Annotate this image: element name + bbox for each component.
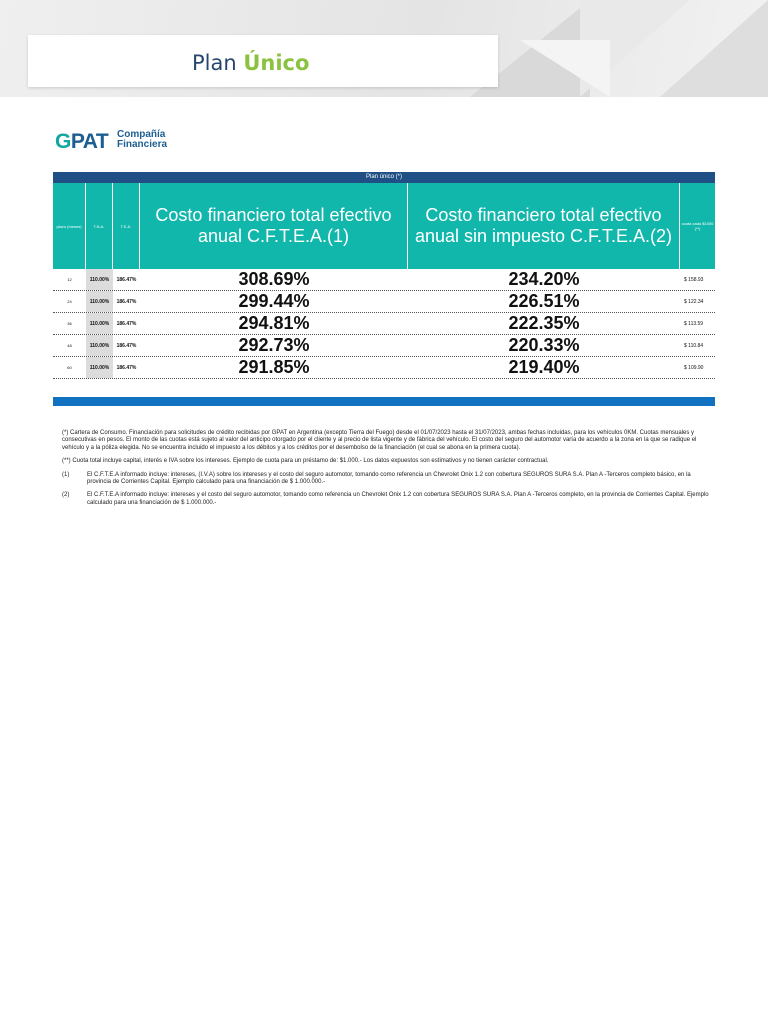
header-cftea: Costo financiero total efectivo anual C.F.T.E.A.(1) <box>140 183 408 269</box>
plan-label-bar: Plan único (*) <box>53 172 715 183</box>
decorative-facet <box>520 40 610 97</box>
cell-tea: 186.47% <box>116 342 137 349</box>
note-1-text: El C.F.T.E.A informado incluye: intereses, (I.V.A) sobre los intereses y el costo del seguro automotor, tomando como referencia un Chevrolet Onix 1.2 con cobertura SEGUROS SURA S.A. Plan A -Terceros completo básico, en la provincia de Corrientes Capital. Ejemplo calculado para una financiación de $ 1.000.000.- <box>87 471 691 486</box>
cell-cuota: $ 109.90 <box>684 364 704 371</box>
cell-tea: 186.47% <box>116 364 137 371</box>
header-tea: T.E.A. <box>113 183 140 269</box>
cell-cftea: 308.69% <box>238 269 310 289</box>
logo-sub-line1: Compañía <box>117 129 166 140</box>
header-tna: T.N.A. <box>86 183 113 269</box>
logo-sub-line2: Financiera <box>117 139 168 150</box>
cell-cftea-sin-impuesto: 220.33% <box>508 335 580 355</box>
cell-plazo: 24 <box>67 299 72 304</box>
cell-cftea-sin-impuesto: 234.20% <box>508 269 580 289</box>
table-row <box>53 313 715 335</box>
page-title <box>192 51 309 75</box>
cell-tna: 110.00% <box>86 313 113 334</box>
rates-table <box>53 172 715 406</box>
table-row <box>53 335 715 357</box>
cell-cuota: $ 113.59 <box>684 320 704 327</box>
cell-plazo: 36 <box>67 321 72 326</box>
cell-tea: 186.47% <box>116 320 137 327</box>
cell-plazo: 60 <box>67 365 72 370</box>
table-row <box>53 357 715 379</box>
note-2-number: (2) <box>62 492 70 499</box>
table-spacer <box>53 379 715 397</box>
cell-tna: 110.00% <box>86 335 113 356</box>
cell-cftea-sin-impuesto: 219.40% <box>508 357 580 377</box>
header-band <box>0 0 768 97</box>
note-1 <box>62 472 710 487</box>
cell-cuota: $ 158.93 <box>684 276 704 283</box>
table-row <box>53 291 715 313</box>
note-cartera-consumo: (*) Cartera de Consumo. Financiación para solicitudes de crédito recibidas por GPAT en Argentina (excepto Tierra del Fuego) desde el 01/07/2023 hasta el 31/07/2023, ambas fechas incluidas, para los vehículos 0KM. Cuotas mensuales y consecutivas en pesos. El monto de las cuotas está sujeto al valor del anticipo otorgado por el cliente y al precio de lista vigente y de fábrica del vehículo. El costo del seguro del automotor varía de acuerdo a la zona en la que se radique el vehículo y a la póliza elegida. No se encuentra incluido el impuesto a los débitos y a los créditos por el desembolso de la financiación (el cual se abona en la primera cuota). <box>62 430 697 451</box>
footnotes <box>62 430 710 513</box>
header-cuota: cuota cada $1000 (**) <box>681 221 714 231</box>
cell-cuota: $ 110.84 <box>684 342 704 349</box>
logo-mark <box>55 130 108 154</box>
cell-cftea: 292.73% <box>238 335 310 355</box>
note-2-text: El C.F.T.E.A informado incluye: intereses y el costo del seguro automotor, tomando como referencia un Chevrolet Onix 1.2 con cobertura SEGUROS SURA S.A. Plan A -Terceros completo, en la provincia de Corrientes Capital. Ejemplo calculado para una financiación de $ 1.000.000.- <box>87 492 709 506</box>
decorative-facet <box>660 0 768 97</box>
cell-cftea: 294.81% <box>238 313 310 333</box>
table-header-row <box>53 183 715 269</box>
cell-tna: 110.00% <box>86 269 113 290</box>
cell-tea: 186.47% <box>116 298 137 305</box>
cell-tna: 110.00% <box>86 291 113 312</box>
cell-cftea: 299.44% <box>238 291 310 311</box>
cell-cuota: $ 122.34 <box>684 298 704 305</box>
cell-cftea-sin-impuesto: 226.51% <box>508 291 580 311</box>
logo-subtitle <box>117 130 197 150</box>
header-cuotas: plazo (meses) <box>53 183 86 269</box>
header-cftea-sin-impuesto: Costo financiero total efectivo anual sin impuesto C.F.T.E.A.(2) <box>408 183 680 269</box>
table-row <box>53 269 715 291</box>
cell-plazo: 48 <box>67 343 72 348</box>
page-title-plain: Plan <box>192 51 244 75</box>
logo-mark-rest: PAT <box>70 130 109 153</box>
cell-cftea: 291.85% <box>238 357 310 377</box>
page-title-accent: Único <box>243 51 310 75</box>
cell-tna: 110.00% <box>86 357 113 378</box>
note-2 <box>62 492 710 507</box>
note-1-number: (1) <box>62 471 70 478</box>
cell-cftea-sin-impuesto: 222.35% <box>508 313 580 333</box>
note-cuota-total: (**) Cuota total incluye capital, interés e IVA sobre los intereses. Ejemplo de cuota para un préstamo de: $1.000.- Los datos expuestos son estimativos y no tienen carácter contractual. <box>62 458 549 465</box>
logo-mark-g: G <box>55 130 71 153</box>
title-card <box>28 35 498 87</box>
table-bottom-bar <box>53 397 715 406</box>
cell-plazo: 12 <box>67 277 72 282</box>
cell-tea: 186.47% <box>116 276 137 283</box>
